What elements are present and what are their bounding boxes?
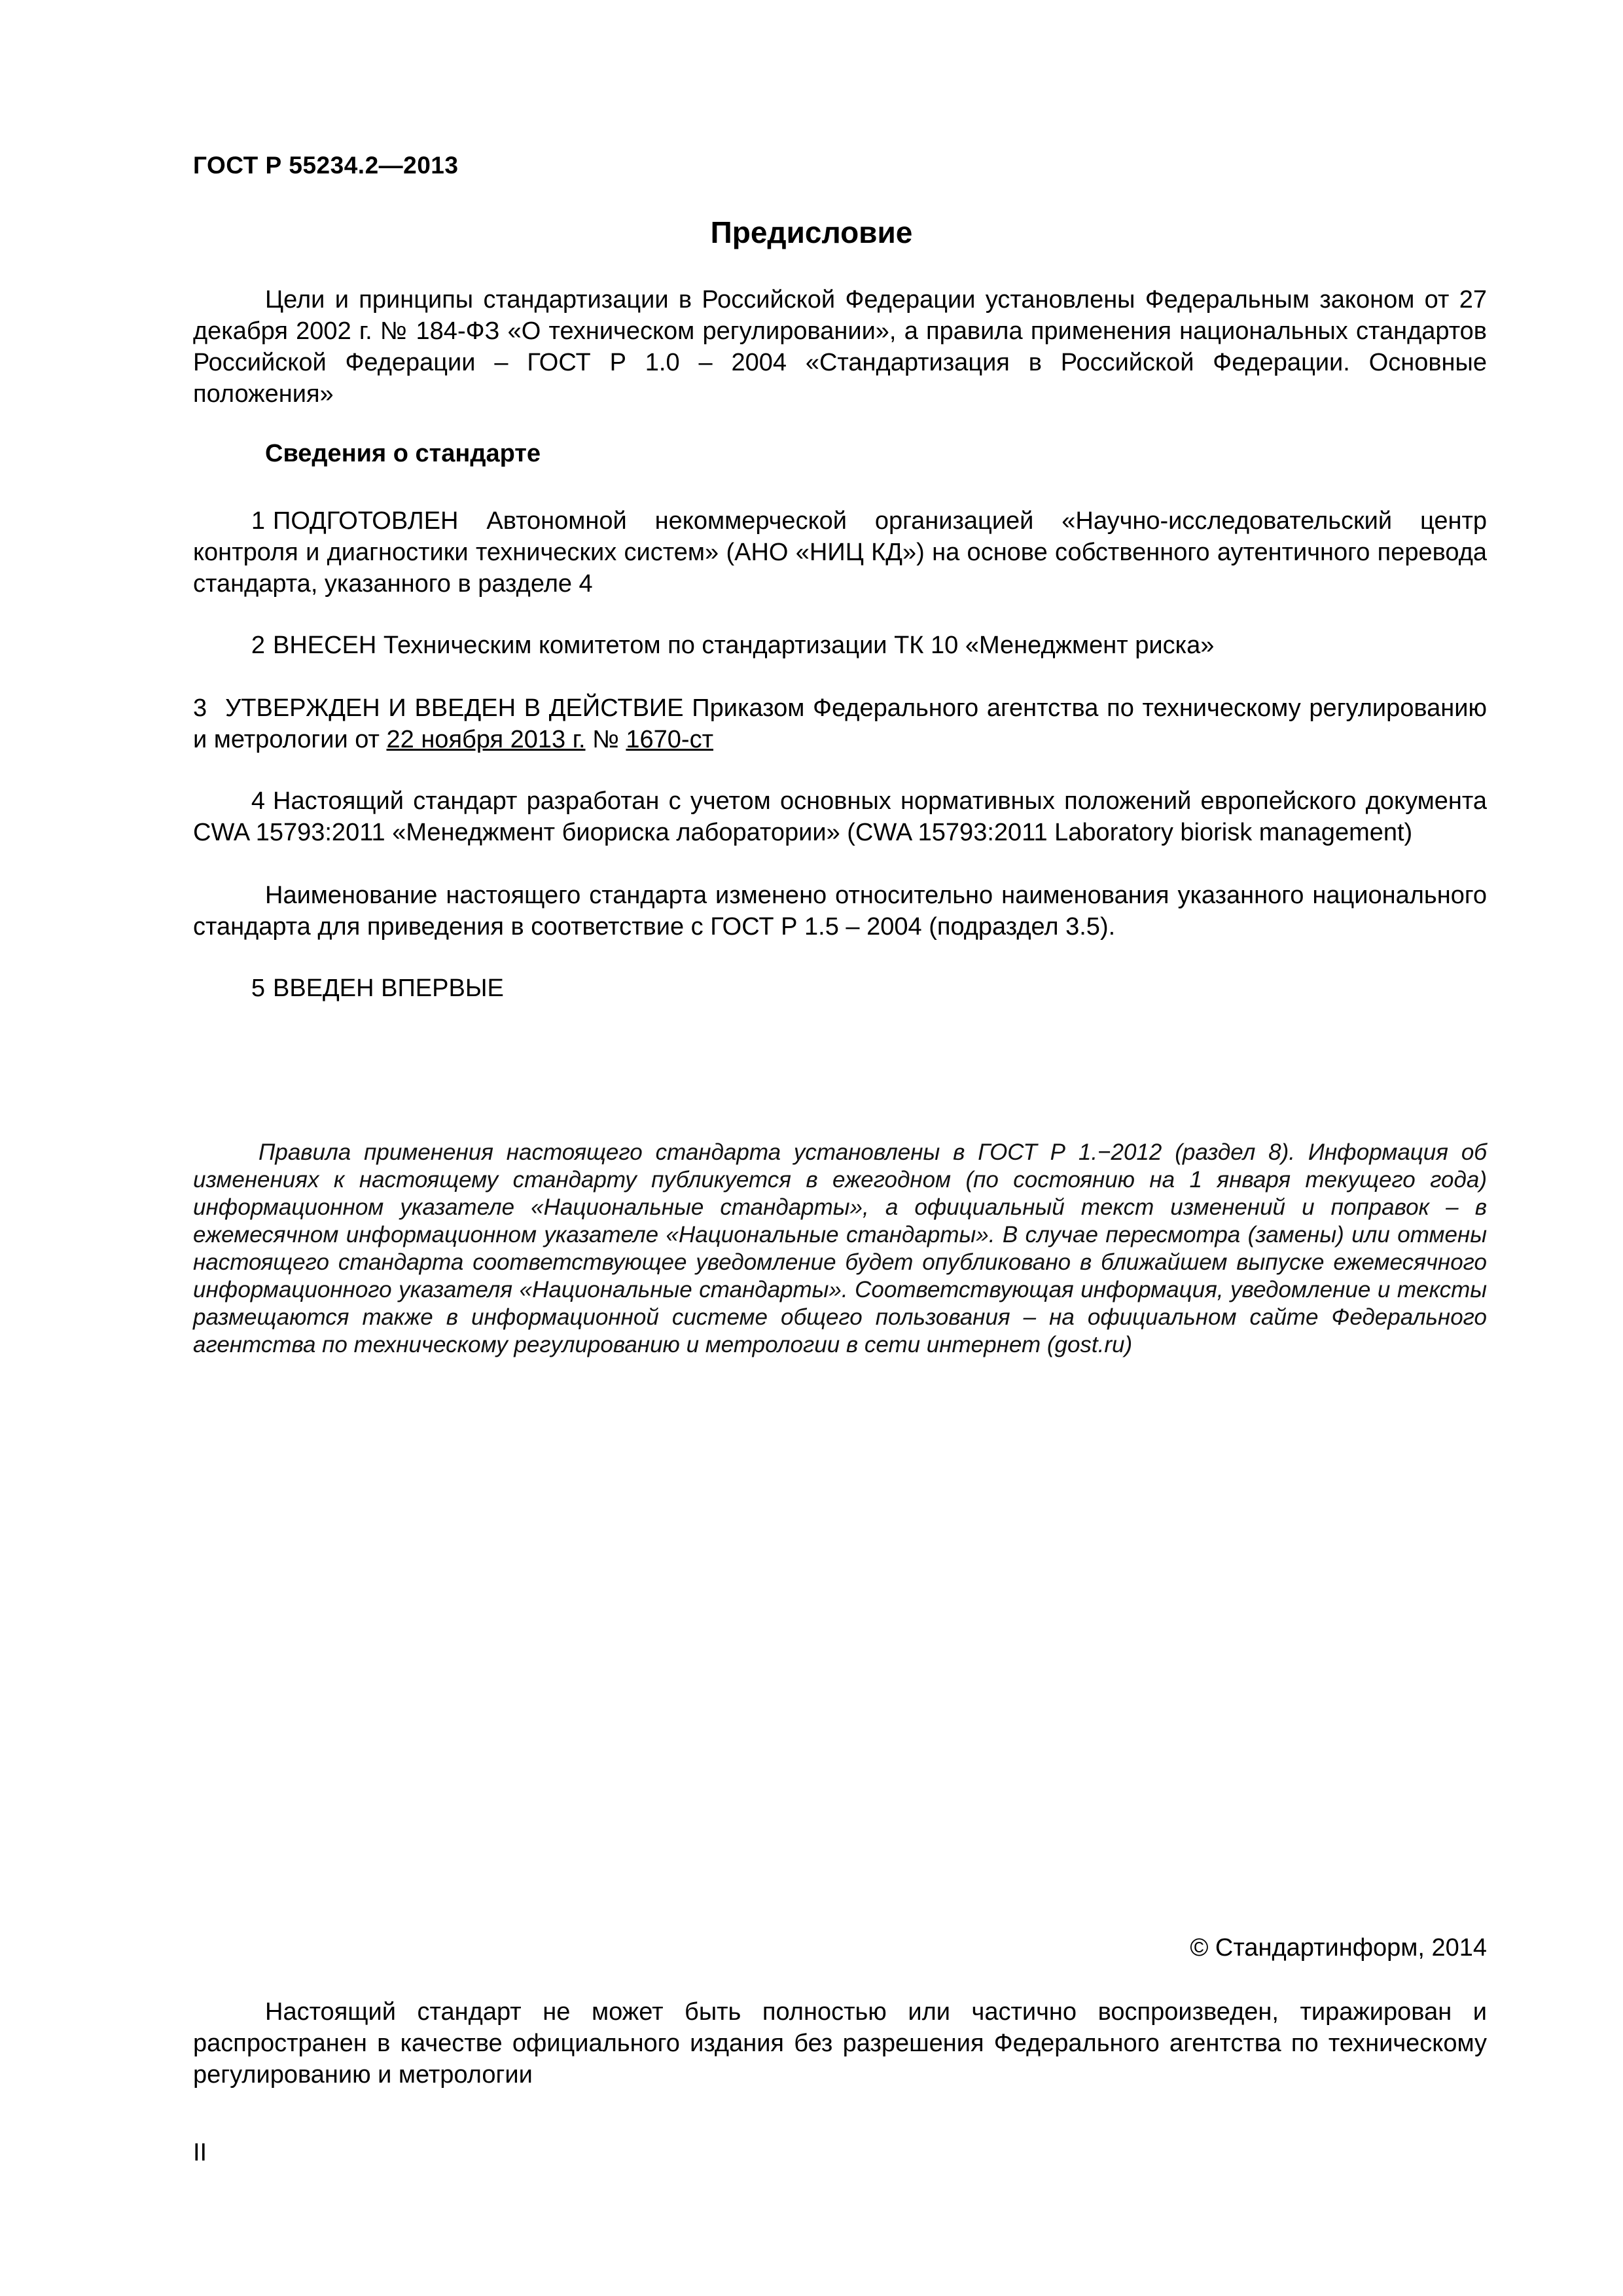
list-item-5	[193, 973, 1487, 1004]
list-item-2	[193, 630, 1487, 661]
list-item-1	[193, 505, 1487, 600]
item-text: Настоящий стандарт разработан с учетом основных нормативных положений европейского документа CWA 15793:2011 «Менеджмент биориска лаборатории» (CWA 15793:2011 Laboratory biorisk management)	[193, 787, 1487, 846]
list-item-3	[193, 692, 1487, 755]
item-number: 3	[193, 694, 207, 722]
page-title: Предисловие	[710, 215, 913, 249]
intro-paragraph: Цели и принципы стандартизации в Российской Федерации установлены Федеральным законом от 27 декабря 2002 г. № 184-ФЗ «О техническом регулировании», а правила применения национальных стандартов Российской Федерации – ГОСТ Р 1.0 – 2004 «Стандартизация в Российской Федерации. Основные положения»	[193, 286, 1487, 408]
list-item-4-continuation: Наименование настоящего стандарта изменено относительно наименования указанного национального стандарта для приведения в соответствие с ГОСТ Р 1.5 – 2004 (подраздел 3.5).	[193, 882, 1487, 941]
approval-date: 22 ноября 2013 г.	[386, 726, 586, 753]
reproduction-notice: Настоящий стандарт не может быть полностью или частично воспроизведен, тиражирован и распространен в качестве официального издания без разрешения Федерального агентства по техническому регулированию и метрологии	[193, 1998, 1487, 2089]
item-number: 2	[251, 632, 265, 659]
order-number-label: №	[592, 726, 619, 753]
document-code: ГОСТ Р 55234.2—2013	[193, 152, 459, 179]
item-text: УТВЕРЖДЕН И ВВЕДЕН В ДЕЙСТВИЕ Приказом Федерального агентства по техническому регулированию и метрологии от	[193, 694, 1487, 753]
usage-note: Правила применения настоящего стандарта установлены в ГОСТ Р 1.−2012 (раздел 8). Информация об изменениях к настоящему стандарту публикуется в ежегодном (по состоянию на 1 января текущего года) информационном указателе «Национальные стандарты», а официальный текст изменений и поправок – в ежемесячном информационном указателе «Национальные стандарты». В случае пересмотра (замены) или отмены настоящего стандарта соответствующее уведомление будет опубликовано в ближайшем выпуске ежемесячного информационного указателя «Национальные стандарты». Соответствующая информация, уведомление и тексты размещаются также в информационной системе общего пользования – на официальном сайте Федерального агентства по техническому регулированию и метрологии в сети интернет (gost.ru)	[193, 1139, 1487, 1357]
item-text: ПОДГОТОВЛЕН Автономной некоммерческой организацией «Научно-исследовательский центр контроля и диагностики технических систем» (АНО «НИЦ КД») на основе собственного аутентичного перевода стандарта, указанного в разделе 4	[193, 507, 1487, 598]
list-item-4	[193, 785, 1487, 848]
page-number: II	[193, 2139, 207, 2166]
item-text: ВВЕДЕН ВПЕРВЫЕ	[273, 975, 504, 1002]
order-number: 1670-ст	[626, 726, 713, 753]
copyright-notice: © Стандартинформ, 2014	[1190, 1934, 1487, 1962]
item-text: ВНЕСЕН Техническим комитетом по стандартизации ТК 10 «Менеджмент риска»	[273, 632, 1215, 659]
item-number: 1	[251, 507, 265, 535]
item-number: 5	[251, 975, 265, 1002]
section-heading: Сведения о стандарте	[265, 440, 541, 467]
item-number: 4	[251, 787, 265, 815]
